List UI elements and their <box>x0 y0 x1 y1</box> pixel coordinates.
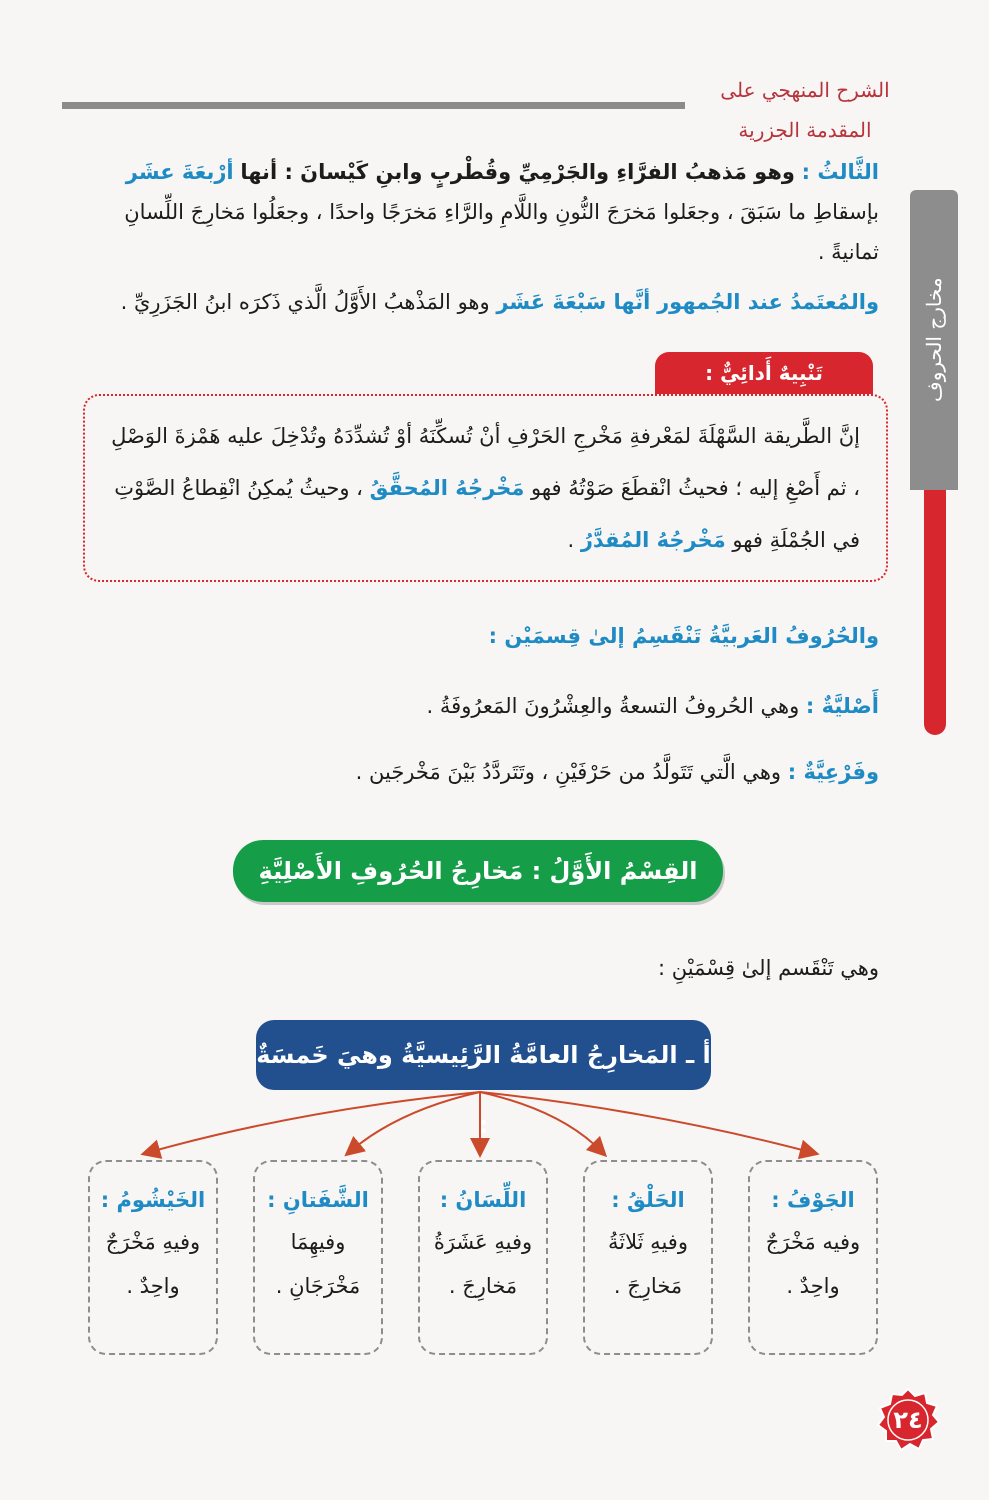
paragraph-third-opinion <box>109 152 879 272</box>
paragraph-relied-opinion <box>109 282 879 322</box>
box-khayshum-title: الخَيْشُومُ : <box>100 1188 206 1212</box>
box-halq-line2: مَخارِجَ . <box>613 1274 683 1298</box>
box-jawf-line1: وفيه مَخْرَجٌ <box>765 1230 861 1254</box>
chapter-side-tab-label: مخارج الحروف <box>922 277 946 403</box>
box-lisan <box>418 1160 548 1355</box>
running-header-title: الشرح المنهجي على المقدمة الجزرية <box>685 70 925 110</box>
box-jawf-line2: واحِدٌ . <box>786 1274 840 1298</box>
third-text-b: بإسقاطِ ما سَبَقَ ، وجعَلوا مَخرَجَ النُّونِ واللَّامِ والرَّاءِ مَخرَجًا واحدًا ، وجعَلُوا مَخارِجَ اللِّسانِ ثمانيةً . <box>124 200 879 264</box>
far3iyya-text: وهي الَّتي تَتَولَّدُ من حَرْفَيْنِ ، وتَتَردَّدُ بَيْنَ مَخْرجَين . <box>355 760 782 784</box>
far3iyya-label: وفَرْعِيَّةٌ : <box>787 760 879 784</box>
tanbih-highlight-2: مَخْرجُهُ المُقدَّرُ <box>580 528 726 552</box>
box-halq <box>583 1160 713 1355</box>
chapter-side-bar <box>924 490 946 735</box>
tanbih-text-b: ، وحيثُ يُمكِنُ انْقِطاعُ الصَّوْتِ في الجُمْلَةِ فهو <box>114 476 860 552</box>
relied-highlight: أنَّها سَبْعَةَ عَشَر <box>496 290 651 314</box>
arrow-to-halq <box>480 1092 600 1150</box>
box-khayshum-line1: وفيهِ مَخْرَجٌ <box>105 1230 201 1254</box>
tanbih-end: . <box>567 528 575 552</box>
box-lisan-title: اللِّسَانُ : <box>439 1188 527 1212</box>
page-number: ٢٤ <box>893 1406 923 1434</box>
section-heading-pill: القِسْمُ الأَوَّلُ : مَخارِجُ الحُرُوفِ الأَصْلِيَّةِ <box>233 840 723 902</box>
relied-rest: وهو المَذْهبُ الأَوَّلُ الَّذي ذَكرَه ابنُ الجَزَرِيِّ . <box>120 290 490 314</box>
tanbih-box <box>83 394 888 582</box>
box-shafatan-line2: مَخْرَجَانِ . <box>275 1274 361 1298</box>
arrow-to-jawf <box>480 1092 810 1152</box>
third-text-a: وهو مَذهبُ الفرَّاءِ والجَرْمِيِّ وقُطْربٍ وابنِ كَيْسانَ : أنها <box>240 160 795 184</box>
tanbih-label: تَنْبِيهٌ أَدائِيٌّ : <box>655 352 873 394</box>
asliyya-label: أَصْليَّةٌ : <box>805 694 879 718</box>
box-lisan-line2: مَخارِجَ . <box>448 1274 518 1298</box>
arrow-to-khayshum <box>150 1092 480 1152</box>
subheading-pill: أ ـ المَخارِجُ العامَّةُ الرَّئِيسيَّةُ وهيَ خَمسَةٌ : <box>256 1020 711 1090</box>
box-khayshum <box>88 1160 218 1355</box>
box-shafatan-line1: وفيهِمَا <box>290 1230 346 1254</box>
relied-bold: والمُعتَمدُ عند الجُمهور <box>657 290 879 314</box>
division-title: والحُرُوفُ العَربيَّةُ تَنْقَسِمُ إلىٰ قِسمَيْن : <box>488 624 879 648</box>
box-halq-title: الحَلْقُ : <box>611 1188 685 1212</box>
far3iyya-line <box>179 752 879 792</box>
box-shafatan-title: الشَّفَتانِ : <box>267 1188 369 1212</box>
asliyya-text: وهي الحُروفُ التسعةُ والعِشْرُونَ المَعرُوفَةُ . <box>426 694 800 718</box>
box-jawf <box>748 1160 878 1355</box>
box-jawf-title: الجَوْفُ : <box>771 1188 855 1212</box>
box-khayshum-line2: واحِدٌ . <box>126 1274 180 1298</box>
asliyya-line <box>179 686 879 726</box>
box-halq-line1: وفيهِ ثَلاثَةُ <box>608 1230 688 1254</box>
tanbih-highlight-1: مَخْرجُهُ المُحقَّقُ <box>369 476 525 500</box>
tanbih-text-a: إنَّ الطَّريقة السَّهْلَةَ لمَعْرفةِ مَخْرجِ الحَرْفِ أنْ تُسكِّنَهُ أوْ تُشدِّدَهُ وتُدْخِلَ عليه هَمْزةَ الوَصْلِ ، ثم أَصْغِ إليه ؛ فحيثُ انْقطَعَ صَوْتُهُ فهو <box>111 424 860 500</box>
third-highlight: أرْبعَةَ عشَر <box>125 160 234 184</box>
third-label: الثَّالثُ : <box>801 160 879 184</box>
arrow-to-shafatan <box>352 1092 480 1150</box>
box-lisan-line1: وفيهِ عَشَرَةُ <box>433 1230 533 1254</box>
box-shafatan <box>253 1160 383 1355</box>
intro-line: وهي تَنْقَسم إلىٰ قِسْمَيْنِ : <box>658 956 879 980</box>
